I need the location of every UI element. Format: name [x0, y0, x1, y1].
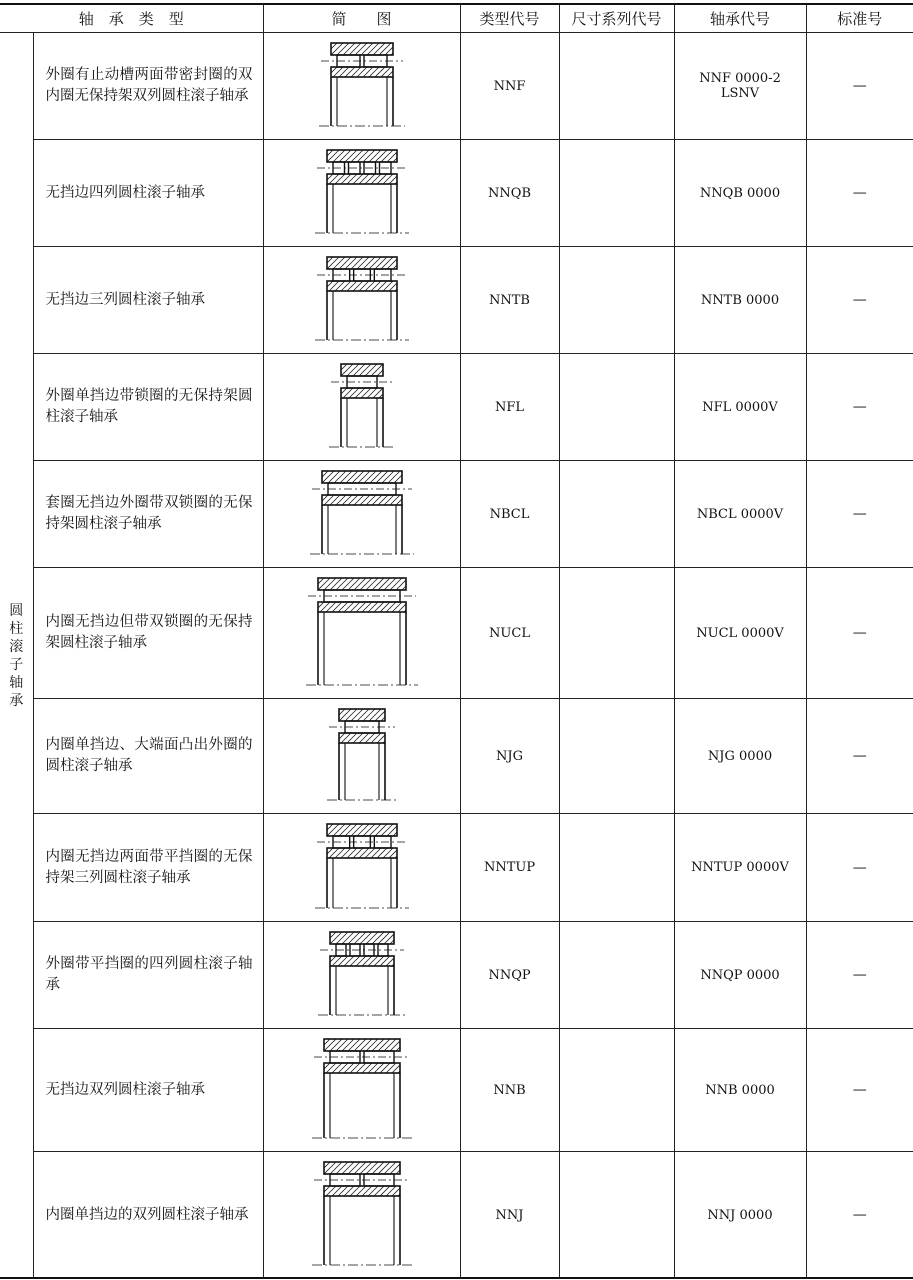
bearing-drawing [263, 33, 460, 140]
standard-cell: — [806, 814, 913, 922]
bearing-code-line1: NUCL 0000V [696, 625, 784, 641]
bearing-drawing [263, 568, 460, 699]
type-code-cell: NUCL [460, 568, 559, 699]
table-row [0, 461, 913, 568]
bearing-type-cell [33, 354, 263, 461]
table-row [0, 247, 913, 354]
bearing-drawing [263, 814, 460, 922]
bearing-type-text: 内圈无挡边但带双锁圈的无保持架圆柱滚子轴承 [45, 614, 253, 651]
header-size-series: 尺寸系列代号 [559, 4, 674, 33]
size-series-cell [559, 1152, 674, 1279]
standard-cell: — [806, 354, 913, 461]
bearing-type-cell [33, 922, 263, 1029]
bearing-code-cell [674, 922, 806, 1029]
bearing-code-line1: NNQP 0000 [700, 967, 780, 983]
size-series-cell [559, 247, 674, 354]
bearing-code-line1: NNTUP 0000V [691, 860, 789, 875]
bearing-code-line1: NJG 0000 [707, 748, 773, 764]
bearing-type-text: 内圈无挡边两面带平挡圈的无保持架三列圆柱滚子轴承 [45, 848, 253, 886]
type-code-cell: NNTB [460, 247, 559, 354]
bearing-code-line1: NNJ 0000 [707, 1207, 773, 1223]
header-standard: 标准号 [806, 4, 913, 33]
type-code-cell: NJG [460, 699, 559, 814]
bearing-code-cell [674, 814, 806, 922]
bearing-type-text: 内圈单挡边的双列圆柱滚子轴承 [45, 1206, 249, 1223]
size-series-cell [559, 33, 674, 140]
table-row [0, 1152, 913, 1279]
bearing-type-cell [33, 568, 263, 699]
table-row [0, 33, 913, 140]
bearing-type-text: 套圈无挡边外圈带双锁圈的无保持架圆柱滚子轴承 [45, 495, 253, 532]
bearing-code-cell [674, 1152, 806, 1279]
type-code-cell: NNTUP [460, 814, 559, 922]
bearing-code-cell [674, 247, 806, 354]
bearing-type-cell [33, 1152, 263, 1279]
header-bearing-type: 轴 承 类 型 [0, 4, 263, 33]
table-row [0, 699, 913, 814]
bearing-type-text: 无挡边双列圆柱滚子轴承 [45, 1081, 205, 1098]
size-series-cell [559, 814, 674, 922]
standard-cell: — [806, 461, 913, 568]
bearing-drawing [263, 461, 460, 568]
bearing-drawing [263, 1152, 460, 1279]
size-series-cell [559, 140, 674, 247]
bearing-type-cell [33, 140, 263, 247]
standard-cell: — [806, 1152, 913, 1279]
bearing-drawing [263, 354, 460, 461]
bearing-code-cell [674, 568, 806, 699]
header-type-code: 类型代号 [460, 4, 559, 33]
type-code-cell: NBCL [460, 461, 559, 568]
size-series-cell [559, 354, 674, 461]
standard-cell: — [806, 140, 913, 247]
bearing-type-text: 外圈单挡边带锁圈的无保持架圆柱滚子轴承 [45, 388, 253, 425]
table-row [0, 922, 913, 1029]
bearing-code-cell [674, 354, 806, 461]
bearing-code-line1: NFL 0000V [702, 399, 778, 415]
bearing-code-line1: NNTB 0000 [700, 292, 780, 308]
header-row [0, 4, 913, 33]
type-code-cell: NNQP [460, 922, 559, 1029]
bottom-rule [0, 1277, 913, 1279]
standard-cell: — [806, 568, 913, 699]
bearing-type-cell [33, 699, 263, 814]
bearing-table [0, 3, 913, 1279]
bearing-type-cell [33, 814, 263, 922]
size-series-cell [559, 922, 674, 1029]
table-row [0, 140, 913, 247]
bearing-code-line1: NNQB 0000 [699, 185, 781, 201]
size-series-cell [559, 568, 674, 699]
bearing-code-cell [674, 140, 806, 247]
bearing-drawing [263, 1029, 460, 1152]
standard-cell: — [806, 922, 913, 1029]
bearing-type-text: 无挡边四列圆柱滚子轴承 [45, 184, 205, 201]
standard-cell: — [806, 1029, 913, 1152]
bearing-type-cell [33, 247, 263, 354]
type-code-cell: NNB [460, 1029, 559, 1152]
bearing-type-text: 外圈带平挡圈的四列圆柱滚子轴承 [45, 956, 253, 993]
bearing-type-cell [33, 461, 263, 568]
type-code-cell: NFL [460, 354, 559, 461]
bearing-code-cell [674, 1029, 806, 1152]
table-row [0, 568, 913, 699]
standard-cell: — [806, 247, 913, 354]
category-cell [0, 33, 33, 1279]
table-row [0, 814, 913, 922]
type-code-cell: NNQB [460, 140, 559, 247]
size-series-cell [559, 699, 674, 814]
header-bearing-code: 轴承代号 [674, 4, 806, 33]
table-row [0, 354, 913, 461]
bearing-drawing [263, 922, 460, 1029]
standard-cell: — [806, 33, 913, 140]
size-series-cell [559, 461, 674, 568]
bearing-type-cell [33, 33, 263, 140]
bearing-type-text: 无挡边三列圆柱滚子轴承 [45, 291, 205, 308]
header-drawing: 简 图 [263, 4, 460, 33]
bearing-code-line1: NBCL 0000V [696, 506, 784, 522]
category-label: 圆柱滚子轴承 [9, 602, 24, 709]
bearing-code-cell [674, 699, 806, 814]
type-code-cell: NNF [460, 33, 559, 140]
table-body [0, 33, 913, 1279]
table-row [0, 1029, 913, 1152]
bearing-type-text: 外圈有止动槽两面带密封圈的双内圈无保持架双列圆柱滚子轴承 [45, 67, 253, 104]
type-code-cell: NNJ [460, 1152, 559, 1279]
bearing-drawing [263, 140, 460, 247]
standard-cell: — [806, 699, 913, 814]
bearing-drawing [263, 247, 460, 354]
bearing-code-cell [674, 33, 806, 140]
bearing-code-line1: NNB 0000 [705, 1082, 775, 1098]
bearing-drawing [263, 699, 460, 814]
size-series-cell [559, 1029, 674, 1152]
bearing-code-line1: NNF 0000-2 [699, 71, 781, 86]
bearing-code-line2: LSNV [720, 86, 760, 101]
bearing-code-cell [674, 461, 806, 568]
bearing-type-text: 内圈单挡边、大端面凸出外圈的圆柱滚子轴承 [45, 737, 253, 774]
bearing-type-cell [33, 1029, 263, 1152]
